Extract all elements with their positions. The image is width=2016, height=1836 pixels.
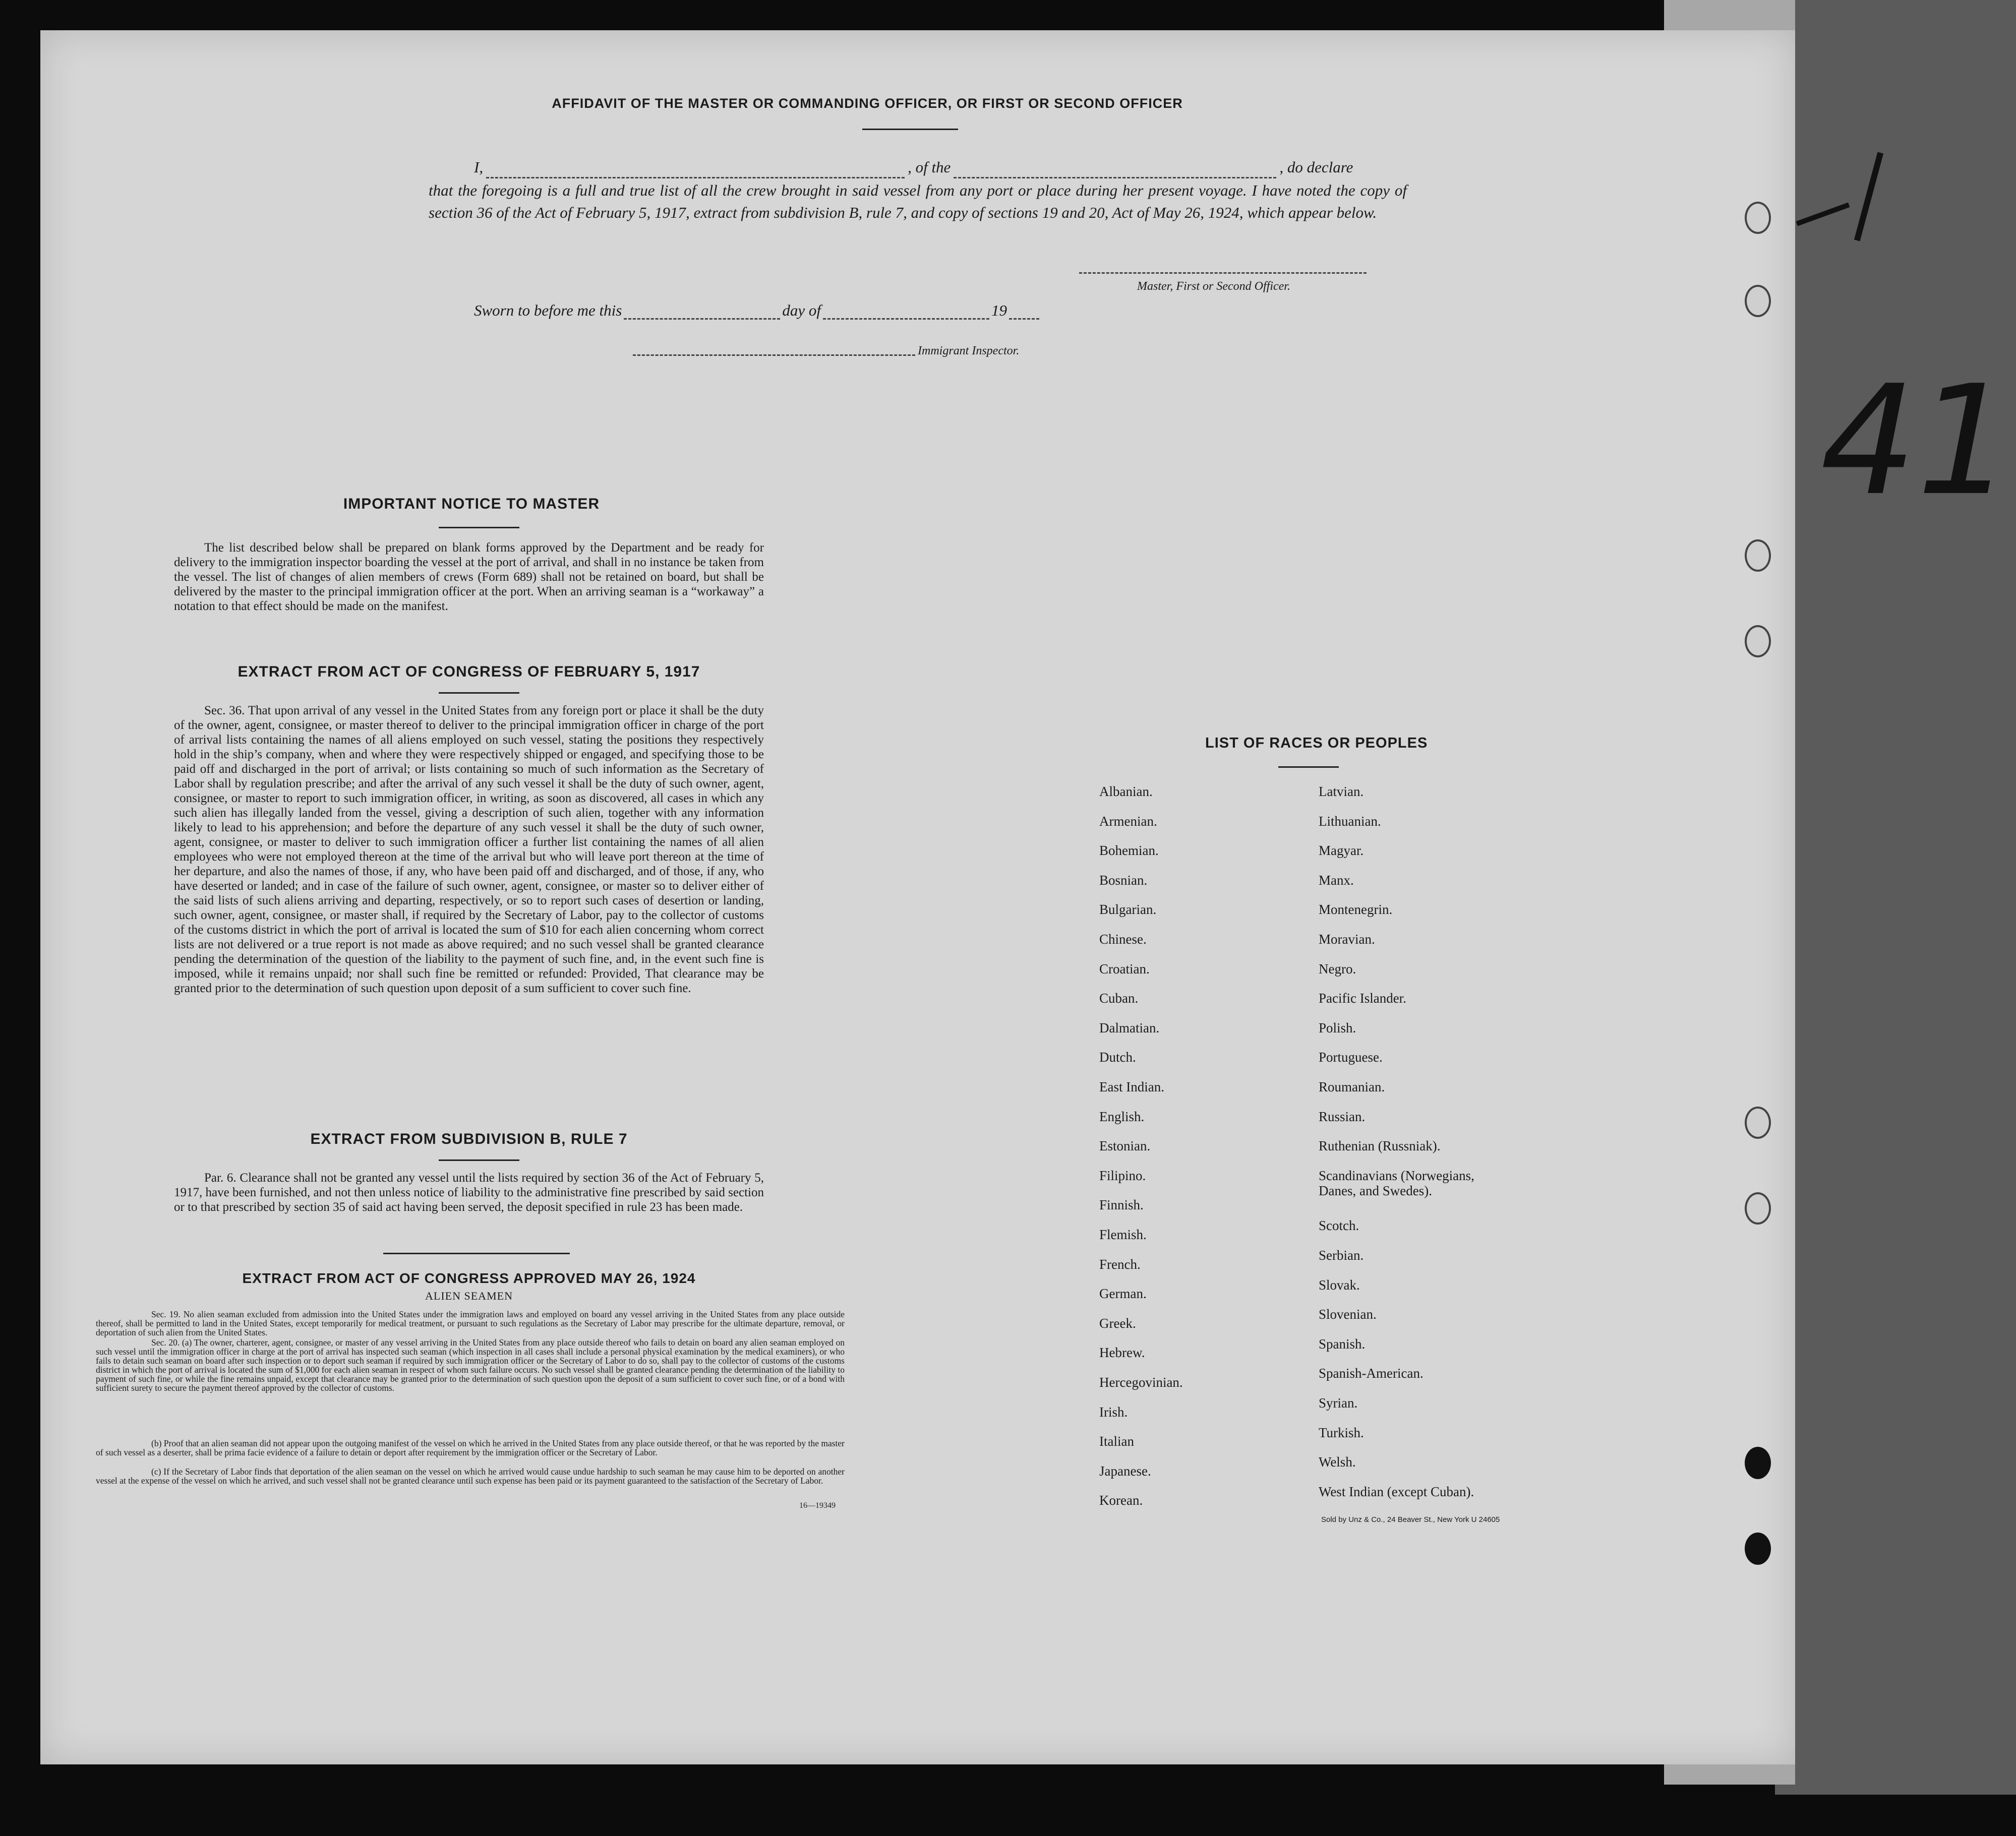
affidavit-declaration bbox=[429, 156, 1407, 224]
race-item: Scotch. bbox=[1319, 1218, 1359, 1234]
race-item: Serbian. bbox=[1319, 1248, 1364, 1263]
sworn-prefix: Sworn to before me this bbox=[474, 301, 622, 319]
race-item: Ruthenian (Russniak). bbox=[1319, 1138, 1441, 1154]
race-item: Roumanian. bbox=[1319, 1079, 1385, 1094]
divider bbox=[1278, 766, 1339, 768]
race-item: Scandinavians (Norwegians, Danes, and Swedes). bbox=[1319, 1168, 1474, 1198]
divider bbox=[862, 129, 958, 130]
subdivision-title: EXTRACT FROM SUBDIVISION B, RULE 7 bbox=[310, 1131, 628, 1147]
races-title: LIST OF RACES OR PEOPLES bbox=[1205, 735, 1428, 751]
race-item: Welsh. bbox=[1319, 1454, 1356, 1470]
race-item: Moravian. bbox=[1319, 932, 1375, 947]
underlying-sheet bbox=[1775, 0, 2016, 1795]
race-item: Portuguese. bbox=[1319, 1050, 1383, 1065]
master-signature-label: Master, First or Second Officer. bbox=[1137, 280, 1290, 293]
race-item: Irish. bbox=[1099, 1404, 1128, 1420]
race-item: Filipino. bbox=[1099, 1168, 1146, 1183]
race-item: Italian bbox=[1099, 1434, 1134, 1449]
divider bbox=[383, 1253, 570, 1254]
race-item: Hebrew. bbox=[1099, 1345, 1145, 1361]
race-item: Korean. bbox=[1099, 1493, 1143, 1508]
race-item: Hercegovinian. bbox=[1099, 1375, 1183, 1390]
race-item: Bosnian. bbox=[1099, 872, 1148, 888]
inspector-label: Immigrant Inspector. bbox=[918, 344, 1020, 357]
race-item: Finnish. bbox=[1099, 1197, 1144, 1213]
race-item: East Indian. bbox=[1099, 1079, 1164, 1094]
race-item: Albanian. bbox=[1099, 784, 1153, 799]
divider bbox=[439, 1159, 519, 1161]
race-item: Spanish. bbox=[1319, 1336, 1366, 1352]
race-item: Croatian. bbox=[1099, 961, 1150, 976]
handwritten-page-number: 41 bbox=[1820, 353, 2013, 529]
race-item: Flemish. bbox=[1099, 1227, 1147, 1242]
sworn-year-field bbox=[1009, 304, 1039, 320]
vessel-prefix: , of the bbox=[908, 158, 951, 176]
punch-hole bbox=[1745, 1533, 1771, 1565]
race-item: Dutch. bbox=[1099, 1050, 1136, 1065]
race-item: Bulgarian. bbox=[1099, 902, 1157, 917]
extract-1924-subtitle: ALIEN SEAMEN bbox=[425, 1290, 513, 1302]
race-item: Turkish. bbox=[1319, 1425, 1364, 1440]
race-item: Slovenian. bbox=[1319, 1307, 1377, 1322]
subdivision-text: Par. 6. Clearance shall not be granted any vessel until the lists required by section 36 of the Act of February 5, 1917, have been furnished, and not then unless notice of liability to the administrative fine prescribed by said section or to that prescribed by section 35 of said act having been served, the deposit specified in rule 23 has been made. bbox=[174, 1171, 764, 1214]
race-item: Armenian. bbox=[1099, 813, 1157, 829]
notice-text: The list described below shall be prepared on blank forms approved by the Department and be ready for delivery to the immigration inspector boarding the vessel at the port of arrival, and shall in no instance be taken from the vessel. The list of changes of alien members of crews (Form 689) shall not be retained on board, but shall be delivered by the master to the principal immigration officer at the port. When an arriving seaman is a “workaway” a notation to that effect should be made on the manifest. bbox=[174, 541, 764, 613]
race-item: Estonian. bbox=[1099, 1138, 1151, 1154]
extract-1924-sec20b: (b) Proof that an alien seaman did not appear upon the outgoing manifest of the vessel on which he arrived in the United States from any place outside thereof, or that he was reported by the master of such vessel as a deserter, shall be prima facie evidence of a failure to detain or deport after requirement by the immigration officer or the Secretary of Labor. bbox=[96, 1438, 845, 1457]
punch-hole bbox=[1745, 1107, 1771, 1139]
punch-hole bbox=[1745, 1447, 1771, 1479]
race-item: Russian. bbox=[1319, 1109, 1366, 1124]
race-item: Latvian. bbox=[1319, 784, 1364, 799]
race-item: German. bbox=[1099, 1286, 1147, 1302]
race-item: Polish. bbox=[1319, 1020, 1356, 1035]
form-number: 16—19349 bbox=[799, 1501, 836, 1510]
punch-hole bbox=[1745, 1192, 1771, 1225]
race-item: Dalmatian. bbox=[1099, 1020, 1160, 1035]
divider bbox=[439, 692, 519, 694]
race-item: Manx. bbox=[1319, 872, 1354, 888]
race-item: Negro. bbox=[1319, 961, 1356, 976]
race-item: Syrian. bbox=[1319, 1395, 1358, 1411]
notice-title: IMPORTANT NOTICE TO MASTER bbox=[343, 496, 600, 512]
race-item: Montenegrin. bbox=[1319, 902, 1393, 917]
declarant-prefix: I, bbox=[474, 158, 484, 176]
divider bbox=[439, 527, 519, 528]
affidavit-title: AFFIDAVIT OF THE MASTER OR COMMANDING OFFICER, OR FIRST OR SECOND OFFICER bbox=[552, 96, 1183, 111]
race-item: Magyar. bbox=[1319, 843, 1364, 859]
race-item: Lithuanian. bbox=[1319, 813, 1381, 829]
declarant-name-field bbox=[486, 163, 905, 178]
extract-1924-sec20c: (c) If the Secretary of Labor finds that deportation of the alien seaman on the vessel on which he arrived would cause undue hardship to such seaman he may cause him to be deported on another vessel at the expense of the vessel on which he arrived, and such vessel shall not be granted clearance until such expense has been paid or its payment guaranteed to the satisfaction of the Secretary of Labor. bbox=[96, 1466, 845, 1486]
punch-hole bbox=[1745, 625, 1771, 657]
declare-suffix: , do declare bbox=[1279, 158, 1353, 176]
race-item: Chinese. bbox=[1099, 932, 1147, 947]
extract-1917-text: Sec. 36. That upon arrival of any vessel in the United States from any foreign port or place it shall be the duty of the owner, agent, consignee, or master thereof to deliver to the principal immigration officer in charge of the port of arrival lists containing the names of all aliens employed on such vessel, stating the positions they respectively hold in the ship’s company, when and where they were respectively shipped or engaged, and specifying those to be paid off and discharged in the port of arrival; or lists containing so much of such information as the Secretary of Labor shall by regulation prescribe; and after the arrival of any such vessel it shall be the duty of such owner, agent, consignee, or master to report to such immigration officer, in writing, as soon as discovered, all cases in which any such alien has illegally landed from the vessel, giving a description of such alien, together with any information likely to lead to his apprehension; and before the departure of any such vessel it shall be the duty of such owner, agent, consignee, or master to deliver to such immigration officer a further list containing the names of all alien employees who were not employed thereon at the time of the arrival but who will leave port thereon at the time of her departure, and also the names of those, if any, who have been paid off and discharged, and of those, if any, who have deserted or landed; and in case of the failure of such owner, agent, consignee, or master so to deliver either of the said lists of such aliens arriving and departing, respectively, or so to report such cases of desertion or landing, such owner, agent, consignee, or master shall, if required by the Secretary of Labor, pay to the collector of customs of the customs district in which the port of arrival is located the sum of $10 for each alien concerning whom correct lists are not delivered or a true report is not made as above required; and no such vessel shall be granted clearance pending the determination of the question of the liability to the payment of such fine, and, in the event such fine is imposed, while it remains unpaid; nor shall such fine be remitted or refunded: Provided, That clearance may be granted prior to the determination of such question upon deposit of a sum sufficient to cover such fine. bbox=[174, 704, 764, 995]
sworn-month-field bbox=[823, 304, 989, 320]
race-item: English. bbox=[1099, 1109, 1145, 1124]
punch-hole bbox=[1745, 539, 1771, 572]
sworn-year-label: 19 bbox=[991, 301, 1007, 319]
race-item: Spanish-American. bbox=[1319, 1366, 1424, 1381]
race-item: Japanese. bbox=[1099, 1463, 1151, 1479]
race-item: Greek. bbox=[1099, 1315, 1136, 1331]
race-item: French. bbox=[1099, 1256, 1141, 1272]
sworn-date-field bbox=[624, 304, 780, 320]
punch-hole bbox=[1745, 285, 1771, 317]
race-item: Cuban. bbox=[1099, 991, 1139, 1006]
sworn-statement bbox=[474, 301, 1039, 320]
extract-1924-title: EXTRACT FROM ACT OF CONGRESS APPROVED MAY 26, 1924 bbox=[242, 1270, 696, 1286]
race-item: Pacific Islander. bbox=[1319, 991, 1406, 1006]
extract-1924-sec19: Sec. 19. No alien seaman excluded from admission into the United States under the immigration laws and employed on board any vessel arriving in the United States from any place outside thereof, shall be permitted to land in the United States, except temporarily for medical treatment, or pursuant to such regulations as the Secretary of Labor may prescribe for the ultimate departure, removal, or deportation of such alien from the United States. bbox=[96, 1309, 845, 1337]
punch-hole bbox=[1745, 202, 1771, 234]
race-item: West Indian (except Cuban). bbox=[1319, 1484, 1474, 1499]
extract-1917-title: EXTRACT FROM ACT OF CONGRESS OF FEBRUARY 5, 1917 bbox=[238, 663, 700, 680]
vessel-name-field bbox=[954, 163, 1276, 178]
declaration-text: that the foregoing is a full and true list of all the crew brought in said vessel from any port or place during her present voyage. I have noted the copy of section 36 of the Act of February 5, 1917, extract from subdivision B, rule 7, and copy of sections 19 and 20, Act of May 26, 1924, which appear below. bbox=[429, 181, 1407, 221]
master-signature-line bbox=[1079, 272, 1367, 274]
printer-credit: Sold by Unz & Co., 24 Beaver St., New York U 24605 bbox=[1321, 1515, 1500, 1524]
extract-1924-sec20a: Sec. 20. (a) The owner, charterer, agent, consignee, or master of any vessel arriving in the United States from any place outside thereof who fails to detain on board any alien seaman employed on such vessel until the immigration officer in charge at the port of arrival has inspected such seaman (which inspection in all cases shall include a personal physical examination by the medical examiners), or who fails to detain such seaman on board after such inspection or to deport such seaman if required by such immigration officer or the Secretary of Labor to do so, shall pay to the collector of customs of the customs district in which the port of arrival is located the sum of $1,000 for each alien seaman in respect of whom such failure occurs. No such vessel shall be granted clearance pending the determination of the liability to payment of such fine, or while the fine remains unpaid, except that clearance may be granted prior to the determination of such question upon the deposit of a sum sufficient to cover such fine, or of a bond with sufficient surety to secure the payment thereof approved by the collector of customs. bbox=[96, 1337, 845, 1393]
race-item: Slovak. bbox=[1319, 1277, 1360, 1293]
inspector-signature-line bbox=[633, 354, 915, 356]
race-item: Bohemian. bbox=[1099, 843, 1159, 859]
sworn-day-label: day of bbox=[782, 301, 821, 319]
